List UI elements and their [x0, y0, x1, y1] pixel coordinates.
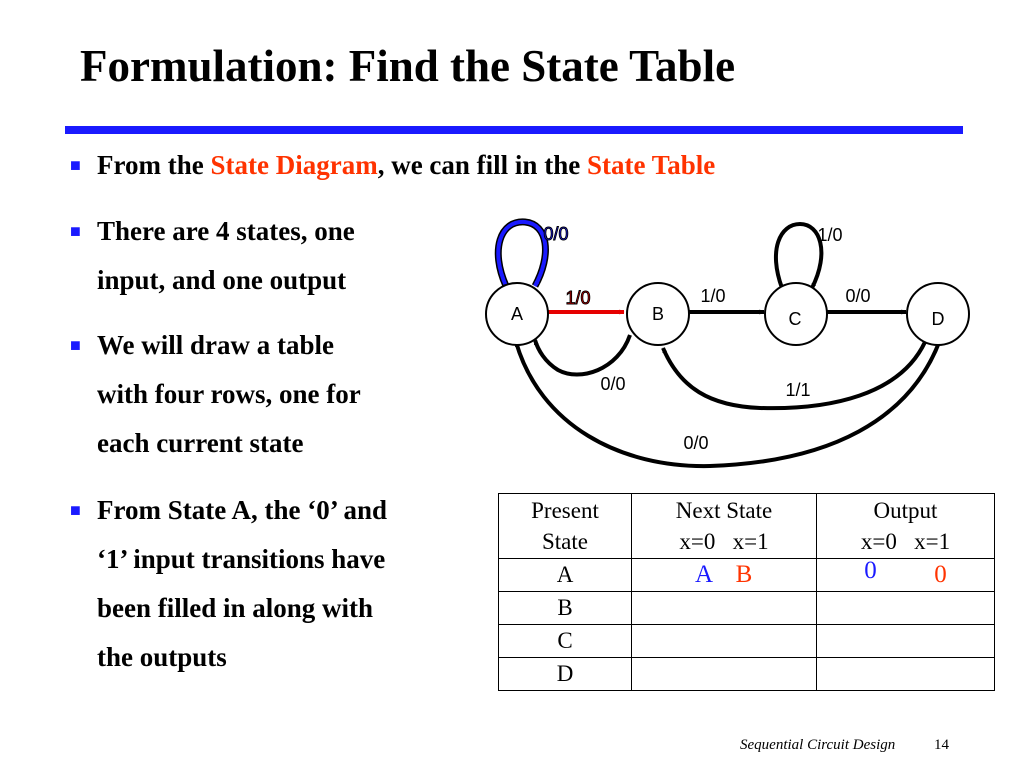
- slide-title: Formulation: Find the State Table: [80, 41, 736, 91]
- bullet-square-icon: ■: [70, 335, 81, 355]
- label-a-self: 0/0: [543, 224, 569, 244]
- bullet-1-highlight-state-table: State Table: [586, 150, 716, 180]
- label-c-self: 1/0: [817, 225, 843, 245]
- bullet-square-icon: ■: [70, 221, 81, 241]
- bullet-3-line-1: We will draw a table: [97, 330, 334, 360]
- bullet-4-line-1: From State A, the ‘0’ and: [97, 495, 387, 525]
- state-d-label: D: [931, 309, 945, 329]
- row-a-next-x0: A: [694, 561, 714, 588]
- row-c-state: C: [499, 625, 632, 658]
- header-output: [817, 494, 995, 559]
- row-c-next: [632, 625, 817, 658]
- page-number: 14: [934, 737, 949, 753]
- bullet-2-line-1: There are 4 states, one: [97, 216, 355, 246]
- label-d-to-a: 0/0: [683, 433, 709, 453]
- row-d-state: D: [499, 658, 632, 691]
- bullet-square-icon: ■: [70, 500, 81, 520]
- header-present-line-1: Present: [531, 498, 599, 523]
- state-table: [498, 493, 995, 691]
- row-a-next: [632, 559, 817, 592]
- label-d-to-b: 1/1: [785, 380, 811, 400]
- row-b-next: [632, 592, 817, 625]
- header-next-line-1: Next State: [675, 498, 773, 523]
- state-a-label: A: [510, 304, 524, 324]
- table-header-row: [499, 494, 995, 559]
- header-present-state: [499, 494, 632, 559]
- row-a-out-x1: 0: [934, 561, 947, 588]
- header-output-line-1: Output: [873, 498, 938, 523]
- bullet-2-line-2: input, and one output: [97, 265, 347, 295]
- row-b-state: B: [499, 592, 632, 625]
- row-d-output: [817, 658, 995, 691]
- label-c-to-d: 0/0: [845, 286, 871, 306]
- row-a-out-x0: 0: [864, 557, 877, 584]
- header-next-state: [632, 494, 817, 559]
- edge-c-self: [776, 224, 821, 288]
- label-b-to-a: 0/0: [600, 374, 626, 394]
- footer-title: Sequential Circuit Design: [740, 737, 896, 753]
- row-b-output: [817, 592, 995, 625]
- row-a-state: A: [499, 559, 632, 592]
- bullet-3-line-3: each current state: [97, 428, 304, 458]
- row-d-next: [632, 658, 817, 691]
- row-a-next-x1: B: [735, 561, 753, 588]
- table-row: [499, 658, 995, 691]
- row-a-output: [817, 559, 995, 592]
- bullet-1-mid: , we can fill in the: [377, 150, 587, 180]
- header-output-line-2: x=0 x=1: [860, 529, 951, 554]
- bullet-square-icon: ■: [70, 155, 81, 175]
- row-c-output: [817, 625, 995, 658]
- edge-b-to-a: [535, 335, 630, 375]
- bullet-3-line-2: with four rows, one for: [97, 379, 361, 409]
- table-row: [499, 625, 995, 658]
- header-next-line-2: x=0 x=1: [679, 529, 769, 554]
- bullet-4-line-2: ‘1’ input transitions have: [97, 544, 386, 574]
- label-a-to-b: 1/0: [565, 288, 591, 308]
- header-present-line-2: State: [542, 529, 588, 554]
- label-b-to-c: 1/0: [700, 286, 726, 306]
- bullet-1-highlight-state-diagram: State Diagram: [210, 150, 378, 180]
- table-row: [499, 592, 995, 625]
- bullet-1-pre: From the: [97, 150, 211, 180]
- table-row: [499, 559, 995, 592]
- state-b-label: B: [651, 304, 665, 324]
- bullet-4-line-4: the outputs: [97, 642, 227, 672]
- state-c-label: C: [788, 309, 802, 329]
- bullet-4-line-3: been filled in along with: [97, 593, 374, 623]
